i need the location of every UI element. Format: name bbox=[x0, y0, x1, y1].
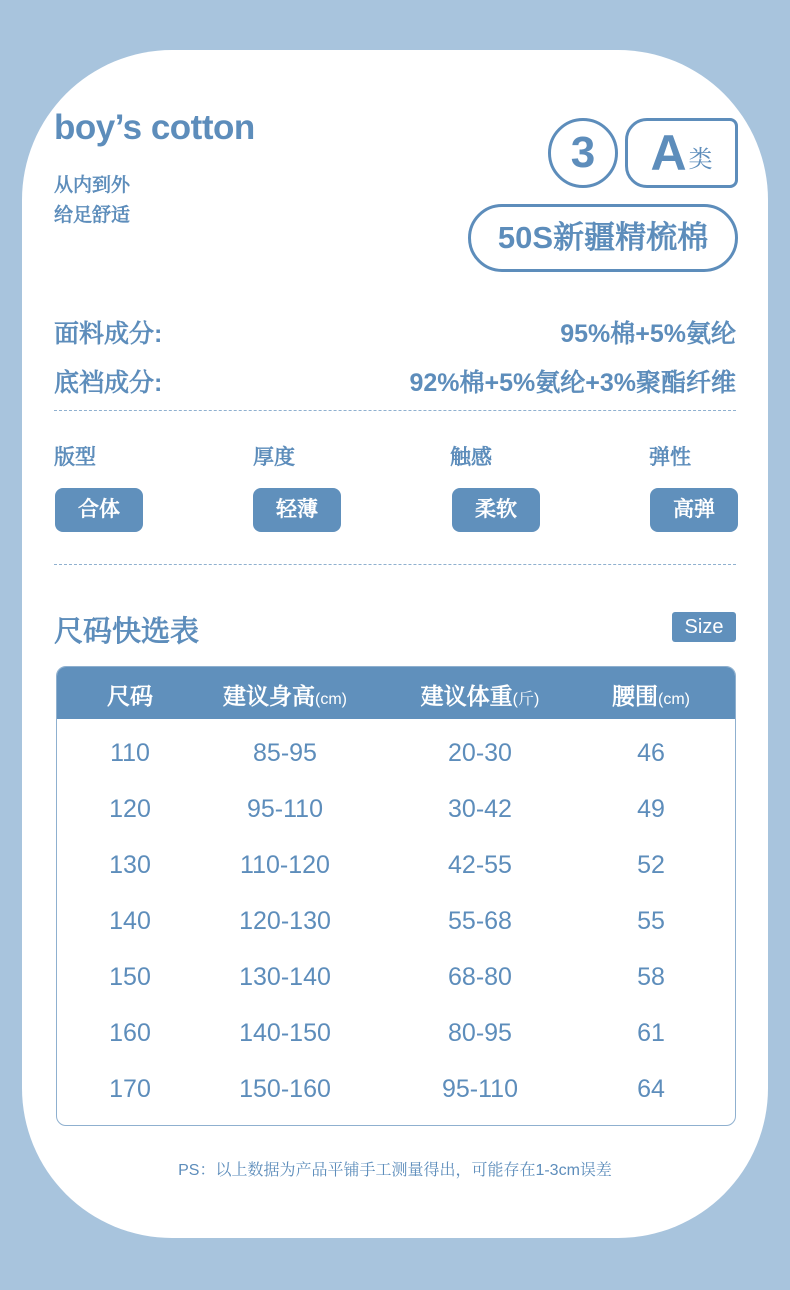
grade-number-badge: 3 bbox=[548, 118, 618, 188]
cell-height: 110-120 bbox=[240, 851, 330, 879]
header-waist-main: 腰围 bbox=[612, 683, 659, 709]
cell-size: 150 bbox=[109, 963, 151, 991]
header-size-main: 尺码 bbox=[107, 683, 153, 709]
cell-height: 150-160 bbox=[239, 1075, 331, 1103]
tagline-line-2: 给足舒适 bbox=[54, 205, 131, 226]
table-row bbox=[57, 725, 735, 781]
cell-weight: 55-68 bbox=[448, 907, 512, 935]
table-row bbox=[57, 781, 735, 837]
cell-weight: 95-110 bbox=[442, 1075, 518, 1103]
brand-title: boy’s cotton bbox=[54, 108, 255, 147]
cell-waist: 46 bbox=[637, 739, 665, 767]
header-waist-unit: (cm) bbox=[658, 691, 690, 708]
table-row bbox=[57, 1061, 735, 1117]
table-row bbox=[57, 837, 735, 893]
header-weight-main: 建议体重 bbox=[420, 683, 513, 709]
fabric-composition-label: 面料成分: bbox=[54, 320, 163, 348]
size-table bbox=[56, 666, 736, 1126]
cell-waist: 61 bbox=[637, 1019, 665, 1047]
divider bbox=[54, 564, 736, 565]
attr-label-elasticity: 弹性 bbox=[649, 446, 691, 469]
attr-label-feel: 触感 bbox=[450, 446, 492, 469]
tagline-line-1: 从内到外 bbox=[54, 175, 131, 196]
header-weight bbox=[421, 667, 540, 719]
cell-weight: 20-30 bbox=[448, 739, 512, 767]
measurement-footnote: PS：以上数据为产品平铺手工测量得出，可能存在1-3cm误差 bbox=[178, 1162, 612, 1179]
cell-height: 120-130 bbox=[239, 907, 331, 935]
cell-height: 95-110 bbox=[247, 795, 323, 823]
header-height-unit: (cm) bbox=[315, 691, 347, 708]
attr-value-thickness: 轻薄 bbox=[253, 488, 341, 532]
crotch-composition-value: 92%棉+5%氨纶+3%聚酯纤维 bbox=[409, 369, 736, 397]
header-size bbox=[107, 667, 153, 719]
cell-size: 120 bbox=[109, 795, 151, 823]
divider bbox=[54, 410, 736, 411]
grade-suffix: 类 bbox=[688, 145, 713, 173]
attr-value-fit: 合体 bbox=[55, 488, 143, 532]
attr-label-thickness: 厚度 bbox=[253, 446, 295, 469]
size-chart-title: 尺码快选表 bbox=[54, 616, 200, 648]
size-tag: Size bbox=[672, 612, 736, 642]
cell-size: 130 bbox=[109, 851, 151, 879]
cell-waist: 58 bbox=[637, 963, 665, 991]
cell-waist: 49 bbox=[637, 795, 665, 823]
header-weight-unit: (斤) bbox=[512, 691, 540, 708]
attr-value-elasticity: 高弹 bbox=[650, 488, 738, 532]
cell-size: 140 bbox=[109, 907, 151, 935]
cell-weight: 30-42 bbox=[448, 795, 512, 823]
header-height bbox=[223, 667, 347, 719]
cell-height: 85-95 bbox=[253, 739, 317, 767]
table-row bbox=[57, 1005, 735, 1061]
cell-size: 110 bbox=[110, 739, 150, 767]
size-table-header bbox=[57, 667, 735, 719]
grade-letter: A bbox=[650, 125, 687, 181]
cell-weight: 42-55 bbox=[448, 851, 512, 879]
cell-height: 140-150 bbox=[239, 1019, 331, 1047]
cell-weight: 68-80 bbox=[448, 963, 512, 991]
table-row bbox=[57, 949, 735, 1005]
fabric-composition-value: 95%棉+5%氨纶 bbox=[560, 320, 736, 348]
cell-height: 130-140 bbox=[239, 963, 331, 991]
attr-value-feel: 柔软 bbox=[452, 488, 540, 532]
table-row bbox=[57, 893, 735, 949]
cell-waist: 55 bbox=[637, 907, 665, 935]
grade-class-badge bbox=[625, 118, 738, 188]
cell-size: 170 bbox=[109, 1075, 151, 1103]
fiber-badge: 50S新疆精梳棉 bbox=[468, 204, 738, 272]
header-height-main: 建议身高 bbox=[223, 683, 316, 709]
header-waist bbox=[612, 667, 690, 719]
attr-label-fit: 版型 bbox=[54, 446, 96, 469]
cell-weight: 80-95 bbox=[448, 1019, 512, 1047]
cell-size: 160 bbox=[109, 1019, 151, 1047]
cell-waist: 64 bbox=[637, 1075, 665, 1103]
crotch-composition-label: 底裆成分: bbox=[54, 369, 163, 397]
cell-waist: 52 bbox=[637, 851, 665, 879]
